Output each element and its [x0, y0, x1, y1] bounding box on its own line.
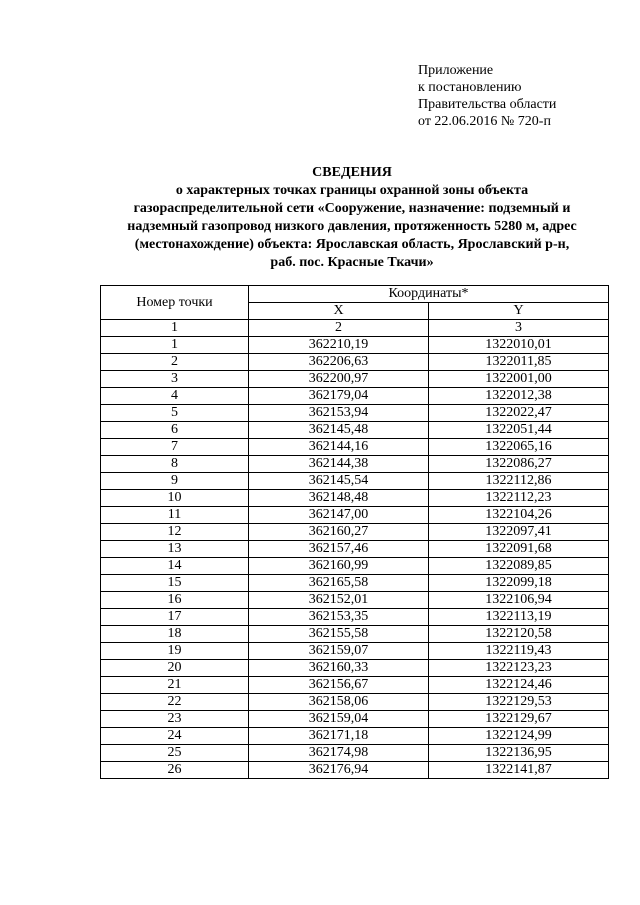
point-number-cell: 15 [101, 575, 249, 592]
point-number-cell: 4 [101, 388, 249, 405]
x-coordinate-cell: 362147,00 [249, 507, 429, 524]
coordinates-table [100, 285, 609, 779]
y-coordinate-cell: 1322099,18 [429, 575, 609, 592]
x-coordinate-cell: 362210,19 [249, 337, 429, 354]
table-row [101, 609, 609, 626]
x-coordinate-cell: 362145,48 [249, 422, 429, 439]
y-coordinate-cell: 1322001,00 [429, 371, 609, 388]
y-coordinate-cell: 1322123,23 [429, 660, 609, 677]
y-coordinate-cell: 1322022,47 [429, 405, 609, 422]
point-number-cell: 2 [101, 354, 249, 371]
x-coordinate-cell: 362144,16 [249, 439, 429, 456]
y-coordinate-cell: 1322106,94 [429, 592, 609, 609]
y-coordinate-cell: 1322124,99 [429, 728, 609, 745]
y-coordinate-cell: 1322091,68 [429, 541, 609, 558]
x-coordinate-cell: 362153,94 [249, 405, 429, 422]
x-coordinate-cell: 362171,18 [249, 728, 429, 745]
x-coordinate-cell: 362148,48 [249, 490, 429, 507]
x-coordinate-cell: 362145,54 [249, 473, 429, 490]
point-number-cell: 17 [101, 609, 249, 626]
table-row [101, 677, 609, 694]
table-header-row [101, 286, 609, 303]
heading-line: (местонахождение) объекта: Ярославская область, Ярославский р-н, [134, 237, 570, 252]
appendix-line: от 22.06.2016 № 720-п [418, 114, 551, 129]
table-row [101, 558, 609, 575]
x-coordinate-cell: 362165,58 [249, 575, 429, 592]
x-coordinate-cell: 362160,27 [249, 524, 429, 541]
header-coordinates: Координаты* [249, 286, 609, 303]
x-coordinate-cell: 362157,46 [249, 541, 429, 558]
point-number-cell: 22 [101, 694, 249, 711]
index-cell: 3 [429, 320, 609, 337]
table-row [101, 473, 609, 490]
point-number-cell: 21 [101, 677, 249, 694]
point-number-cell: 1 [101, 337, 249, 354]
table-row [101, 456, 609, 473]
point-number-cell: 5 [101, 405, 249, 422]
y-coordinate-cell: 1322112,23 [429, 490, 609, 507]
table-row [101, 490, 609, 507]
document-heading [96, 164, 608, 272]
point-number-cell: 6 [101, 422, 249, 439]
point-number-cell: 10 [101, 490, 249, 507]
y-coordinate-cell: 1322124,46 [429, 677, 609, 694]
table-row [101, 762, 609, 779]
x-coordinate-cell: 362174,98 [249, 745, 429, 762]
x-coordinate-cell: 362160,99 [249, 558, 429, 575]
x-coordinate-cell: 362206,63 [249, 354, 429, 371]
appendix-line: Приложение [418, 63, 494, 78]
table-row [101, 371, 609, 388]
table-row [101, 405, 609, 422]
header-x: X [249, 303, 429, 320]
document-title: СВЕДЕНИЯ [312, 165, 392, 180]
table-row [101, 626, 609, 643]
point-number-cell: 14 [101, 558, 249, 575]
y-coordinate-cell: 1322104,26 [429, 507, 609, 524]
table-row [101, 354, 609, 371]
point-number-cell: 8 [101, 456, 249, 473]
y-coordinate-cell: 1322010,01 [429, 337, 609, 354]
table-index-row [101, 320, 609, 337]
y-coordinate-cell: 1322086,27 [429, 456, 609, 473]
point-number-cell: 24 [101, 728, 249, 745]
heading-line: раб. пос. Красные Ткачи» [270, 255, 434, 270]
x-coordinate-cell: 362152,01 [249, 592, 429, 609]
point-number-cell: 20 [101, 660, 249, 677]
point-number-cell: 25 [101, 745, 249, 762]
index-cell: 2 [249, 320, 429, 337]
table-row [101, 439, 609, 456]
y-coordinate-cell: 1322136,95 [429, 745, 609, 762]
table-row [101, 524, 609, 541]
x-coordinate-cell: 362158,06 [249, 694, 429, 711]
y-coordinate-cell: 1322089,85 [429, 558, 609, 575]
appendix-line: к постановлению [418, 80, 522, 95]
appendix-block [418, 62, 556, 130]
x-coordinate-cell: 362156,67 [249, 677, 429, 694]
y-coordinate-cell: 1322129,53 [429, 694, 609, 711]
table-row [101, 643, 609, 660]
x-coordinate-cell: 362160,33 [249, 660, 429, 677]
table-row [101, 541, 609, 558]
table-row [101, 745, 609, 762]
table-body [101, 337, 609, 779]
x-coordinate-cell: 362176,94 [249, 762, 429, 779]
table-row [101, 694, 609, 711]
table-row [101, 711, 609, 728]
y-coordinate-cell: 1322120,58 [429, 626, 609, 643]
point-number-cell: 9 [101, 473, 249, 490]
y-coordinate-cell: 1322011,85 [429, 354, 609, 371]
x-coordinate-cell: 362155,58 [249, 626, 429, 643]
point-number-cell: 12 [101, 524, 249, 541]
heading-line: о характерных точках границы охранной зоны объекта [175, 183, 529, 198]
y-coordinate-cell: 1322065,16 [429, 439, 609, 456]
x-coordinate-cell: 362179,04 [249, 388, 429, 405]
x-coordinate-cell: 362159,07 [249, 643, 429, 660]
y-coordinate-cell: 1322051,44 [429, 422, 609, 439]
table-row [101, 388, 609, 405]
y-coordinate-cell: 1322119,43 [429, 643, 609, 660]
point-number-cell: 7 [101, 439, 249, 456]
table-row [101, 575, 609, 592]
table-row [101, 660, 609, 677]
point-number-cell: 11 [101, 507, 249, 524]
header-y: Y [429, 303, 609, 320]
point-number-cell: 18 [101, 626, 249, 643]
table-row [101, 507, 609, 524]
y-coordinate-cell: 1322097,41 [429, 524, 609, 541]
header-point-number: Номер точки [101, 286, 249, 320]
point-number-cell: 23 [101, 711, 249, 728]
y-coordinate-cell: 1322112,86 [429, 473, 609, 490]
table-row [101, 728, 609, 745]
point-number-cell: 19 [101, 643, 249, 660]
index-cell: 1 [101, 320, 249, 337]
y-coordinate-cell: 1322012,38 [429, 388, 609, 405]
point-number-cell: 26 [101, 762, 249, 779]
heading-line: надземный газопровод низкого давления, протяженность 5280 м, адрес [127, 219, 577, 234]
table-row [101, 422, 609, 439]
y-coordinate-cell: 1322141,87 [429, 762, 609, 779]
y-coordinate-cell: 1322129,67 [429, 711, 609, 728]
y-coordinate-cell: 1322113,19 [429, 609, 609, 626]
x-coordinate-cell: 362153,35 [249, 609, 429, 626]
table-row [101, 337, 609, 354]
point-number-cell: 13 [101, 541, 249, 558]
heading-line: газораспределительной сети «Сооружение, назначение: подземный и [133, 201, 571, 216]
point-number-cell: 16 [101, 592, 249, 609]
x-coordinate-cell: 362159,04 [249, 711, 429, 728]
point-number-cell: 3 [101, 371, 249, 388]
appendix-line: Правительства области [418, 97, 557, 112]
x-coordinate-cell: 362144,38 [249, 456, 429, 473]
table-row [101, 592, 609, 609]
x-coordinate-cell: 362200,97 [249, 371, 429, 388]
